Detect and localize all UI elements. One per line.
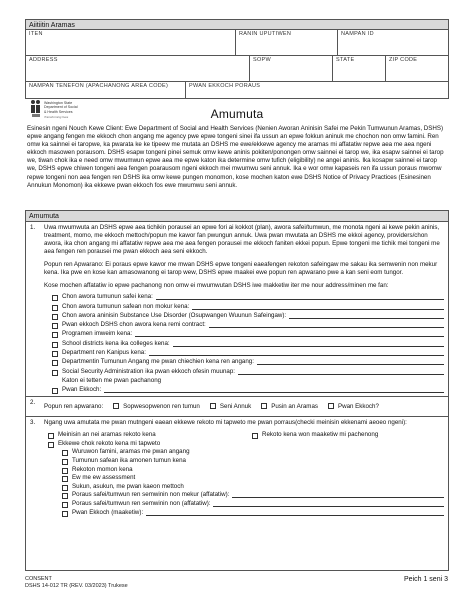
record-type-option-5[interactable] bbox=[62, 491, 444, 500]
checkbox[interactable] bbox=[52, 388, 58, 394]
option-label: School districts kena ika colleges kena: bbox=[62, 339, 170, 347]
zip-field[interactable]: ZIP CODE bbox=[389, 57, 418, 63]
fill-in-line[interactable] bbox=[238, 374, 444, 375]
option-label: Seni Annuk bbox=[219, 402, 252, 410]
item-3 bbox=[26, 417, 448, 518]
fill-in-line[interactable] bbox=[257, 364, 444, 365]
records-option-all[interactable] bbox=[44, 429, 244, 438]
item-2-number: 2. bbox=[30, 399, 36, 407]
option-label: Chon awora tumunun safei kena: bbox=[62, 293, 153, 301]
option-label: Katon ei tetten me pwan pachanong bbox=[62, 376, 162, 384]
option-label: Meinisin an nei aramas rekoto kena bbox=[58, 430, 156, 438]
option-label: Department ren Kanipus kena: bbox=[62, 349, 146, 357]
option-label: Ekkewe chok rekoto kena mi tapweto bbox=[58, 439, 161, 447]
option-label: Pwan Ekkoch: bbox=[62, 386, 102, 394]
checkbox[interactable] bbox=[328, 403, 334, 409]
fill-in-line[interactable] bbox=[156, 299, 444, 300]
id-number-field[interactable]: NAMPAN ID bbox=[341, 31, 374, 37]
state-field[interactable]: STATE bbox=[333, 56, 386, 81]
option-label: Pwan Ekkoch? bbox=[337, 402, 379, 410]
checkbox[interactable] bbox=[252, 433, 258, 439]
option-label: Rekoto kena won maaketiw mi pachenong bbox=[262, 430, 379, 438]
phone-field[interactable]: NAMPAN TENEFON (APACHANONG AREA CODE) bbox=[26, 82, 186, 98]
checkbox[interactable] bbox=[113, 403, 119, 409]
purpose-option-treatment[interactable] bbox=[113, 403, 200, 411]
birthdate-field[interactable]: RANIN UPUTIWEN bbox=[236, 30, 338, 55]
record-type-option-0[interactable] bbox=[62, 448, 444, 457]
option-label: Pwan ekkoch DSHS chon awora kena remi contract: bbox=[62, 321, 206, 329]
item-1-number: 1. bbox=[30, 224, 36, 231]
option-label: Departmentin Tumunun Angang me pwan chiechien kena ren angang: bbox=[62, 358, 254, 366]
client-info-section bbox=[25, 19, 449, 99]
fill-in-line[interactable] bbox=[104, 392, 444, 393]
fill-in-line[interactable] bbox=[209, 327, 444, 328]
item-2 bbox=[26, 397, 448, 417]
logo-line-2: Department of Social bbox=[44, 105, 78, 110]
checkbox[interactable] bbox=[52, 360, 58, 366]
page-title: Amumuta bbox=[210, 107, 264, 121]
option-label: Poraus safei/tumwun ren semwinin non (affatatiw): bbox=[72, 500, 211, 508]
intro-paragraph: Esinesin ngeni Nouch Kewe Client: Ewe Department of Social and Health Services (Nenien Aworan Aninisin Safei me Pekin Tumwunun Aramas, DSHS) epwe angang fengen me ekkoch chon angang me agency pwe epwe tongeni sinei ifa ussun an epwe fokkun aninuk me chochon non omw famini. Ren omw ka sainnei ei taropwe, ka pwarata ke ke tipeew me mutata an DSHS me ewe/ekkewe agency me aramas mi affatatiw repwe aea me aea ngeni ekkoch masowen porausom. DSHS esapw tongeni pinei semuk omw kewe aninis pokiten/ponongen omw sainnei ei tarop we, ika esapw sainnei ei tarop we, tiwan chok ika e need omw mwumwun epwe aea me epwe katon ika determine omw tufich (eligibility) ne angei aninis. Ika kosapw sainnei ei tarop we, DSHS epwe chiwen tongeni aea fengen poarausom ngeni ekkoch mei mwumwu seni annuk. Ika e wor omw kapaseis ren ifa ussun poraus mwomw repwe tongeni non aea fengen ren DSHS ika omw kewe pungen monomon, kose mochen katon ewe DSHS Notice of Privacy Practices (Esinesinen Annukun Monomon) ika ekkewe pwan ekkoch fos ewe mwumwu seni annuk. bbox=[27, 125, 444, 189]
item-3-intro: Ngang uwa amutata me pwan mutngeni eaean ekkewe rekoto mi tapweto me pwan porraus(checki meinisin ekkenami aeoeo ngeni): bbox=[44, 419, 407, 427]
option-label: Social Security Administration ika pwan ekkoch ofesin muunap: bbox=[62, 367, 235, 375]
record-type-option-3[interactable] bbox=[62, 474, 444, 483]
recipient-option-4[interactable] bbox=[44, 329, 444, 338]
name-row bbox=[25, 30, 449, 56]
fill-in-line[interactable] bbox=[149, 355, 444, 356]
recipient-option-3[interactable] bbox=[44, 320, 444, 329]
checkbox[interactable] bbox=[52, 351, 58, 357]
record-type-option-2[interactable] bbox=[62, 465, 444, 474]
option-label: Sukun, asukun, me pwan kaeon mettoch bbox=[72, 482, 184, 490]
fill-in-line[interactable] bbox=[232, 497, 444, 498]
checkbox[interactable] bbox=[48, 433, 54, 439]
logo-line-3: & Health Services bbox=[44, 109, 73, 114]
checkbox[interactable] bbox=[62, 502, 68, 508]
record-type-option-6[interactable] bbox=[62, 499, 444, 508]
fill-in-line[interactable] bbox=[213, 506, 444, 507]
option-label: Pwan Ekkoch (maaketiw): bbox=[72, 508, 144, 516]
record-types-list bbox=[44, 448, 444, 517]
option-label: Poraus safei/tumwun ren semwinin non mekur (affatatiw): bbox=[72, 491, 230, 499]
page-number: Peich 1 seni 3 bbox=[404, 576, 448, 583]
checkbox[interactable] bbox=[52, 323, 58, 329]
checkbox[interactable] bbox=[62, 485, 68, 491]
option-label: Programen imweim kena: bbox=[62, 330, 133, 338]
checkbox[interactable] bbox=[210, 403, 216, 409]
address-row bbox=[25, 56, 449, 82]
recipient-option-8[interactable] bbox=[44, 366, 444, 375]
checkbox[interactable] bbox=[62, 493, 68, 499]
checkbox[interactable] bbox=[62, 476, 68, 482]
record-type-option-7[interactable] bbox=[62, 508, 444, 517]
recipient-option-6[interactable] bbox=[44, 348, 444, 357]
consent-header: Amumuta bbox=[26, 211, 448, 222]
option-label: Pusin an Aramas bbox=[271, 402, 318, 410]
checkbox[interactable] bbox=[52, 370, 58, 376]
item-1-paragraph-1: Uwa mwumwuta an DSHS epwe aea tichikin porausei an epwe fori ai kokkot (plan), awora safei/tumwun, me monota ngeni ai kewe pekin aninis, treatment, momo, me ekkoch mettoch/popun me kawor fan pwungun annuk. Uwa pwan mwutata an DSHS me ekkoi agency, providers/chon awora, ika chon angang mi affatatiw repwe aea me aea fengen porausei me ekkoch faniten ekkei popun. Epwe tongeni me tichik mei tongeni me aea fengen ren porausei me pwan ekkoch aea seni ekkoch. bbox=[44, 224, 440, 255]
option-label: Sopwesopwenon ren tumun bbox=[123, 402, 200, 410]
checkbox[interactable] bbox=[52, 305, 58, 311]
checkbox[interactable] bbox=[52, 332, 58, 338]
other-info-field[interactable]: PWAN EKKOCH PORAUS bbox=[189, 83, 261, 89]
recipient-option-10[interactable] bbox=[44, 385, 444, 394]
item-1 bbox=[26, 222, 448, 397]
item-1-paragraph-3: Kose mochen affatatiw io epwe pachanong non omw ei mwumwutan DSHS iwe makketiw iter me nour address/minen me fan: bbox=[44, 282, 389, 289]
footer bbox=[25, 576, 128, 590]
item-2-label: Popun ren apwarano: bbox=[44, 402, 104, 410]
checkbox[interactable] bbox=[62, 468, 68, 474]
fill-in-line[interactable] bbox=[173, 346, 444, 347]
checkbox[interactable] bbox=[62, 459, 68, 465]
checkbox[interactable] bbox=[52, 314, 58, 320]
records-option-selected[interactable] bbox=[44, 439, 244, 448]
checkbox[interactable] bbox=[261, 403, 267, 409]
checkbox[interactable] bbox=[62, 450, 68, 456]
checkbox[interactable] bbox=[62, 511, 68, 517]
fill-in-line[interactable] bbox=[146, 515, 444, 516]
item-1-paragraph-2: Popun ren Apwarano: Ei poraus epwe kawor me mwan DSHS epwe tongeni eaeafengen rekoton safeingaw me sakau ika semwenin non mekur kena. Ika pwe en kose kan amasowanong ei tarop wew, DSHS epwe maakei ewe popun ren apwarano pwe a kan seni eom tungor. bbox=[44, 261, 438, 276]
name-field[interactable]: ITEN bbox=[26, 30, 236, 55]
fill-in-line[interactable] bbox=[135, 336, 444, 337]
option-label: Tumunun safean ika amonen tumun kena bbox=[72, 457, 186, 465]
recipient-option-7[interactable] bbox=[44, 357, 444, 366]
option-label: Rekoton momon kena bbox=[72, 465, 133, 473]
purpose-option-legal[interactable] bbox=[210, 403, 251, 411]
logo-line-1: Washington State bbox=[44, 101, 73, 105]
phone-row bbox=[25, 82, 449, 99]
recipient-option-1[interactable] bbox=[44, 301, 444, 310]
recipient-option-2[interactable] bbox=[44, 311, 444, 320]
recipient-option-5[interactable] bbox=[44, 338, 444, 347]
record-type-option-4[interactable] bbox=[62, 482, 444, 491]
fill-in-line[interactable] bbox=[289, 318, 444, 319]
record-type-option-1[interactable] bbox=[62, 456, 444, 465]
item-3-number: 3. bbox=[30, 419, 36, 427]
option-label: Wuruwon famini, aramas me pwan angang bbox=[72, 448, 190, 456]
purpose-option-other[interactable] bbox=[328, 403, 379, 411]
option-label: Chon awora aninisin Substance Use Disorder (Osupwangen Wuunun Safeingaw): bbox=[62, 311, 287, 319]
checkbox[interactable] bbox=[48, 442, 54, 448]
footer-form-name: CONSENT bbox=[25, 576, 52, 582]
footer-form-number: DSHS 14-012 TR (REV. 03/2023) Trukese bbox=[25, 583, 128, 589]
address-field[interactable]: ADDRESS bbox=[26, 56, 250, 81]
option-label: Ew me ew assessment bbox=[72, 474, 136, 482]
recipient-option-0[interactable] bbox=[44, 292, 444, 301]
checkbox[interactable] bbox=[52, 295, 58, 301]
recipient-options-list bbox=[44, 292, 444, 394]
fill-in-line[interactable] bbox=[192, 309, 444, 310]
client-info-header: Aiitiitin Aramas bbox=[25, 19, 449, 30]
purpose-option-personal[interactable] bbox=[261, 403, 318, 411]
recipient-option-9[interactable] bbox=[44, 376, 444, 385]
logo-tagline: Transforming lives bbox=[44, 115, 69, 119]
consent-section bbox=[25, 210, 449, 571]
option-label: Chon awora tumunun safean non mokur kena: bbox=[62, 302, 190, 310]
records-option-attached[interactable] bbox=[244, 429, 444, 438]
checkbox[interactable] bbox=[52, 342, 58, 348]
city-field[interactable]: SOPW bbox=[250, 56, 333, 81]
